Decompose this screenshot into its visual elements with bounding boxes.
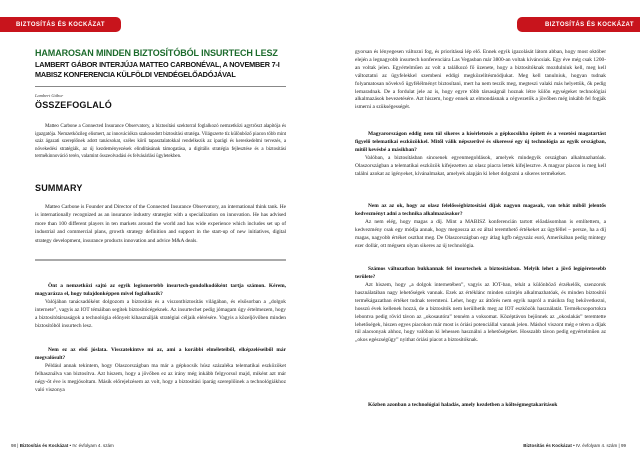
summary-divider — [35, 259, 286, 261]
answer-4: Az nem elég, hogy magas a díj. Mint a MABISZ konferencián tartott előadásomban is említettem, a kedvezmény csak egy módja annak, hogy megossza az ez által teremthető értékeket az ügyféllel – persze, ha a díj magas, nagyobb értéket oszthat meg. De Olaszországban egy átlag kgfb négyszáz euró, Amerikában pedig mintegy ezer dollár, ott mégsem olyan sikeres az új technológia. — [355, 219, 606, 249]
answer-3: Valóban, a biztosításban sincsenek egyenmegoldások, amelyek mindegyik országban alkalmazhatóak. Olaszországban a telematikai eszközök kifejezetten az olasz piacra lettek kifejlesztve. A magyar piacon is meg kell találni azokat az igényeket, kívánalmakat, amelyek alapján ki lehet dolgozni a sikeres termékeket. — [355, 155, 606, 177]
author-byline: Lambert Gábor — [35, 93, 64, 98]
question-5: Számos változatban bukkannak fel insurtechek a biztosításban. Melyik lehet a jövő legígéretesebb területe? — [355, 266, 606, 280]
right-page — [320, 0, 640, 462]
footer-separator: | — [618, 443, 620, 448]
section-tag-left: BIZTOSÍTÁS ÉS KOCKÁZAT — [0, 17, 121, 32]
question-6: Közben azonban a technológiai haladás, amely kezdetben a költségmegtakarítások — [368, 402, 558, 408]
page-number-right: 99 — [620, 443, 626, 448]
journal-name: Biztosítás és Kockázat — [19, 443, 69, 448]
summary-en-text: Matteo Carbone is Founder and Director of the Connected Insurance Observatory, an international think tank. He is internationally recognized as an insurance industry strategist with a specialization on innovation. He has advised more than 100 different players in ten markets around the world and has wide experience which includes set up of industrial and commercial plans, growth strategy definition and support in the start-up of new initiatives, digital strategy development, insurance products innovation and advice M&A deals. — [35, 204, 286, 244]
answer-1: Valójában tanácsadóként dolgozom a biztosítás és a viszontbiztosítás világában, és elsősorban a „dolgok internete”, vagyis az IOT témáiban segítek biztosítócégeknek. Az insurtechet pedig jómagam úgy értelmezem, hogy a biztosítótársaságok a technológia előnyeit kihasználják stratégiai céljaik elérésére. Vagyis a közeljövőben minden biztosítóból insurtech lesz. — [35, 299, 286, 329]
question-3: Magyarországon eddig nem túl sikeres a kísérletezés a gépkocsikba épített és a vezetési magatartást figyelő telematikai eszközökkel. Mitől válik népszerűvé és sikeressé egy új technológia az egyik országban, mitől kevésbé a másikban? — [355, 131, 606, 153]
answer-5: Azt hiszem, hogy „a dolgok internetében”, vagyis az IOT-ban, tehát a különböző érzékelők, szenzorok használatában nagy lehetőségek vannak. Ezek az értéklánc minden szintjén alkalmazhatóak, és minden biztosítói termékágazatban értéket tudnak teremteni. Lehet, hogy az áttörés nem egyik napról a másikra fog bekövetkezni, hosszú évek kellenek hozzá, de a biztosítók nem kerülhetik meg az IOT eszközök használatát. Termékcsoportokra lebontva pedig rövid távon az „okosautóra” tenném a voksomat. Középtávon bejönnek az „okoslakás” teremtette lehetőségek, hiszen egyes piacokon már most is óriási potenciállal vannak jelen. Máshol viszont még e téren a díjak túl alacsonyak ahhoz, hogy valóban ki lehessen használni a lehetőségeket. Hosszabb távon pedig egyértelműen az „okos egészségügy” nyithat óriási piacot a biztosítóknak. — [355, 282, 606, 344]
question-1: Önt a nemzetközi sajtó az egyik legismertebb insurtech-gondolkodóként tartja számon. Kérem, magyarázza el, hogy tulajdonképpen mivel foglalkozik? — [35, 283, 286, 297]
page-number-left: 98 — [11, 443, 17, 448]
issue-info: • IV. évfolyam 4. szám — [573, 443, 618, 448]
issue-info: • IV. évfolyam 4. szám — [69, 443, 114, 448]
footer-left — [11, 443, 114, 448]
journal-name: Biztosítás és Kockázat — [523, 443, 572, 448]
question-2: Nem ez az első jóslata. Visszatekintve mi az, ami a korábbi elméleteiből, elképzeléseiből már megvalósult? — [35, 347, 286, 361]
article-title: HAMAROSAN MINDEN BIZTOSÍTÓBÓL INSURTECH LESZ — [35, 48, 278, 58]
continued-answer: gyorsan és lényegesen változni fog, és prioritássá lép elő. Ennek egyik igazolását látom abban, hogy most október elején a legnagyobb insurtech konferenciára Las Vegasban már 3800-an voltak kíváncsiak. Egy éve még csak 1200-an voltak jelen. Egyértelműen az volt a találkozó fő üzenete, hogy a biztosítóknak mozdulniuk kell, meg kell változtatni az ügyfelekkel szembeni eddigi megközelítésmódjukat. Meg kell tanulniuk, hogyan tudnak folyamatosan növekvő ügyfélélményt biztosítani, mert ha nem teszik meg, megteszi valaki más helyettük, ők pedig lemaradnak. De a fordulat jele az is, hogy egyre több társaságnál hoznak létre külön egységeket technológiai alkalmazások bevezetésére. Azt hiszem, hogy ennek az elmondásnak a cégvezetők a jövőben még inkább fel fogják ismerni a szükségességét. — [355, 49, 606, 111]
footer-right — [523, 443, 626, 448]
article-subtitle: LAMBERT GÁBOR INTERJÚJA MATTEO CARBONÉVAL, A NOVEMBER 7-I MABISZ KONFERENCIA KÜLFÖLDI VENDÉGELŐADÓJÁVAL — [35, 60, 280, 79]
title-divider — [35, 86, 286, 87]
question-4: Nem az az ok, hogy az olasz felelősségbiztosítási díjak nagyon magasak, van tehát miből jelentős kedvezményt adni a technika alkalmazásakor? — [355, 203, 606, 217]
footer-separator: | — [17, 443, 19, 448]
summary-hu-heading: ÖSSZEFOGLALÓ — [35, 100, 112, 110]
summary-hu-text: Matteo Carbone a Connected Insurance Observatory, a biztosítási szektorral foglalkozó nemzetközi agytröszt alapítója és igazgatója. Nemzetközileg elismert, az innovációkra szakosodott biztosítási stratéga. Világszerte tíz különböző piacon több mint száz ágazati szereplőnek adott tanácsokat, széles körű tapasztalatokkal rendelkezik az iparági és kereskedelmi tervezés, a növekedési stratégiák, az új kezdeményezések elindításának támogatása, a digitális stratégia fejlesztése és a biztosítási termékinnováció terén, valamint összeolvadási és felvásárlási ügyletekben. — [35, 124, 286, 160]
answer-2: Például annak tekintem, hogy Olaszországban ma már a gépkocsik húsz százaléka telematikai eszközöket felhasználva van biztosítva. Azt hiszem, hogy a jövőben ez az irány még inkább felgyorsul majd, miként azt már négy-öt éve is megjósoltam. Másik előrejelzésem az volt, hogy a biztosítási iparág szereplőinek a technológiákhoz való viszonya — [35, 363, 286, 393]
summary-en-heading: SUMMARY — [35, 183, 83, 193]
section-tag-right: BIZTOSÍTÁS ÉS KOCKÁZAT — [517, 17, 640, 32]
